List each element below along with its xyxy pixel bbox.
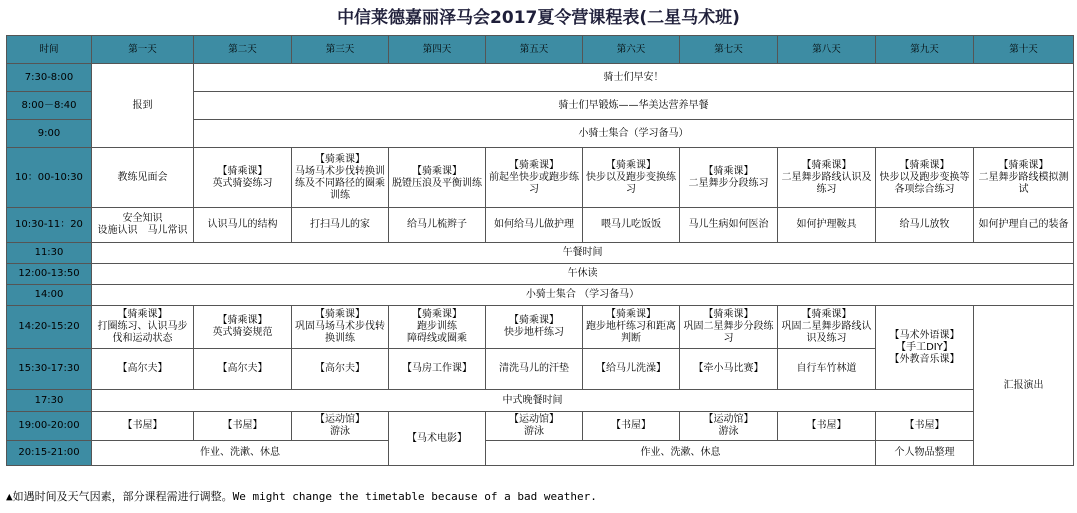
table-row — [7, 243, 1074, 264]
cell-1030-day9: 给马儿放牧 — [876, 208, 974, 243]
cell-1900-day6: 【书屋】 — [583, 412, 680, 441]
morning-exercise-cell: 骑士们早锻炼——华美达营养早餐 — [194, 92, 1074, 120]
nap-cell: 午休读 — [92, 264, 1074, 285]
course-tag: 【骑乘课】 — [117, 309, 168, 320]
schedule-table — [6, 35, 1074, 466]
course-tag: 【骑乘课】 — [801, 159, 852, 171]
course-text: 快步地杆练习 — [504, 327, 564, 338]
col-header-day6: 第六天 — [583, 36, 680, 64]
cell-2015-day9: 个人物品整理 — [876, 441, 974, 466]
time-cell: 12:00-13:50 — [7, 264, 92, 285]
table-row — [7, 306, 1074, 349]
cell-1420-day2 — [194, 306, 292, 349]
cell-1900-day2: 【书屋】 — [194, 412, 292, 441]
cell-1420-day1 — [92, 306, 194, 349]
course-tag: 【骑乘课】 — [899, 159, 950, 171]
col-header-day10: 第十天 — [974, 36, 1074, 64]
table-row — [7, 412, 1074, 441]
cell-10-day8 — [778, 148, 876, 208]
time-cell: 9:00 — [7, 120, 92, 148]
cell-1030-day3: 打扫马儿的家 — [292, 208, 389, 243]
cell-1030-day6: 喂马儿吃饭饭 — [583, 208, 680, 243]
cell-1900-day4: 【马术电影】 — [389, 412, 486, 466]
cell-1900-day3 — [292, 412, 389, 441]
course-tag: 【运动馆】 — [509, 414, 559, 425]
showcase-cell: 汇报演出 — [974, 306, 1074, 466]
course-text: 马场马术步伐转换训练及不同路径的圈乘训练 — [295, 165, 385, 201]
time-cell: 10：00-10:30 — [7, 148, 92, 208]
course-tag: 【运动馆】 — [703, 414, 754, 425]
table-row — [7, 285, 1074, 306]
time-cell: 11:30 — [7, 243, 92, 264]
time-cell: 20:15-21:00 — [7, 441, 92, 466]
course-text: 二星舞步分段练习 — [688, 177, 769, 189]
cell-1030-day5: 如何给马儿做护理 — [486, 208, 583, 243]
cell-1030-day8: 如何护理鞍具 — [778, 208, 876, 243]
course-text: 打圈练习、认识马步伐和运动状态 — [97, 321, 188, 344]
course-text: 英式骑姿练习 — [212, 177, 273, 189]
course-text: 巩固二星舞步分段练习 — [683, 321, 774, 344]
cell-1530-day8: 自行车竹林道 — [778, 349, 876, 390]
time-cell: 14:00 — [7, 285, 92, 306]
cell-1030-day4: 给马儿梳辫子 — [389, 208, 486, 243]
cell-1030-day10: 如何护理自己的装备 — [974, 208, 1074, 243]
cell-10-day9 — [876, 148, 974, 208]
col-header-day3: 第三天 — [292, 36, 389, 64]
table-row — [7, 64, 1074, 92]
course-text: 二星舞步路线认识及练习 — [781, 171, 872, 195]
course-tag: 【骑乘课】 — [703, 309, 754, 320]
cell-1530-day2: 【高尔夫】 — [194, 349, 292, 390]
course-text: 障碍线或圈乘 — [407, 333, 467, 344]
cell-1420-day4 — [389, 306, 486, 349]
course-text: 游泳 — [718, 426, 739, 437]
cell-1420-day8 — [778, 306, 876, 349]
course-tag: 【马术外语课】 — [889, 329, 960, 341]
course-text: 跑步地杆练习和距离判断 — [586, 321, 676, 344]
cell-10-day6 — [583, 148, 680, 208]
course-text: 巩固马场马术步伐转换训练 — [295, 321, 385, 344]
cell-1530-day7: 【牵小马比赛】 — [680, 349, 778, 390]
footnote: ▲如遇时间及天气因素，部分课程需进行调整。We might change the timetable because of a bad weather. — [6, 490, 597, 503]
time-cell: 7:30-8:00 — [7, 64, 92, 92]
course-tag: 【骑乘课】 — [315, 153, 365, 165]
course-tag: 【骑乘课】 — [801, 309, 852, 320]
col-header-day4: 第四天 — [389, 36, 486, 64]
course-tag: 【运动馆】 — [315, 414, 365, 425]
cell-1900-day5 — [486, 412, 583, 441]
cell-text: 安全知识 — [122, 213, 163, 224]
cell-1530-day1: 【高尔夫】 — [92, 349, 194, 390]
cell-10-day3 — [292, 148, 389, 208]
time-cell: 14:20-15:20 — [7, 306, 92, 349]
course-tag: 【骑乘课】 — [703, 165, 754, 177]
course-tag: 【骑乘课】 — [606, 159, 656, 171]
time-cell: 10:30-11：20 — [7, 208, 92, 243]
cell-1900-day1: 【书屋】 — [92, 412, 194, 441]
cell-text: 设施认识 马儿常识 — [97, 225, 188, 236]
cell-1030-day1 — [92, 208, 194, 243]
gather-pm-cell: 小骑士集合 （学习备马） — [92, 285, 1074, 306]
course-text: 巩固二星舞步路线认识及练习 — [781, 321, 872, 344]
table-row — [7, 208, 1074, 243]
col-header-day7: 第七天 — [680, 36, 778, 64]
course-tag: 【骑乘课】 — [509, 315, 559, 326]
course-text: 二星舞步路线模拟测试 — [978, 171, 1069, 195]
course-tag: 【骑乘课】 — [315, 309, 365, 320]
cell-1030-day2: 认识马儿的结构 — [194, 208, 292, 243]
course-tag: 【骑乘课】 — [217, 315, 268, 326]
checkin-cell: 报到 — [92, 64, 194, 148]
course-text: 跑步训练 — [417, 321, 457, 332]
course-tag: 【外教音乐课】 — [889, 353, 960, 365]
cell-1900-day9: 【书屋】 — [876, 412, 974, 441]
course-tag: 【骑乘课】 — [998, 159, 1049, 171]
cell-2015-day5-8: 作业、洗漱、休息 — [486, 441, 876, 466]
course-text: 前起坐快步或跑步练习 — [489, 171, 579, 195]
cell-2015-day1-3: 作业、洗漱、休息 — [92, 441, 389, 466]
time-cell: 8:00－8:40 — [7, 92, 92, 120]
table-row — [7, 441, 1074, 466]
course-text: 游泳 — [330, 426, 350, 437]
cell-10-day7 — [680, 148, 778, 208]
course-text: 脱镫压浪及平衡训练 — [392, 177, 482, 189]
cell-1420-day3 — [292, 306, 389, 349]
course-tag: 【骑乘课】 — [606, 309, 656, 320]
cell-10-day1: 教练见面会 — [92, 148, 194, 208]
time-cell: 15:30-17:30 — [7, 349, 92, 390]
cell-1900-day7 — [680, 412, 778, 441]
lunch-cell: 午餐时间 — [92, 243, 1074, 264]
cell-1900-day8: 【书屋】 — [778, 412, 876, 441]
cell-10-day5 — [486, 148, 583, 208]
table-row — [7, 390, 1074, 412]
time-cell: 17:30 — [7, 390, 92, 412]
page-title: 中信莱德嘉丽泽马会2017夏令营课程表(二星马术班) — [337, 8, 740, 28]
table-row — [7, 148, 1074, 208]
cell-10-day2 — [194, 148, 292, 208]
cell-10-day4 — [389, 148, 486, 208]
dinner-cell: 中式晚餐时间 — [92, 390, 974, 412]
cell-1420-day5 — [486, 306, 583, 349]
table-row — [7, 264, 1074, 285]
cell-10-day10 — [974, 148, 1074, 208]
course-tag: 【骑乘课】 — [217, 165, 268, 177]
cell-1530-day3: 【高尔夫】 — [292, 349, 389, 390]
cell-1530-day5: 清洗马儿的汗垫 — [486, 349, 583, 390]
col-header-day2: 第二天 — [194, 36, 292, 64]
course-tag: 【手工DIY】 — [896, 341, 953, 353]
cell-pm-day9 — [876, 306, 974, 390]
cell-1030-day7: 马儿生病如何医治 — [680, 208, 778, 243]
course-text: 游泳 — [524, 426, 544, 437]
cell-1530-day6: 【给马儿洗澡】 — [583, 349, 680, 390]
course-text: 快步以及跑步变换练习 — [586, 171, 676, 195]
col-header-time: 时间 — [7, 36, 92, 64]
course-tag: 【骑乘课】 — [412, 309, 462, 320]
course-text: 英式骑姿规范 — [212, 327, 273, 338]
greeting-cell: 骑士们早安！ — [194, 64, 1074, 92]
cell-1530-day4: 【马房工作课】 — [389, 349, 486, 390]
col-header-day5: 第五天 — [486, 36, 583, 64]
col-header-day8: 第八天 — [778, 36, 876, 64]
cell-1420-day7 — [680, 306, 778, 349]
col-header-day1: 第一天 — [92, 36, 194, 64]
course-tag: 【骑乘课】 — [412, 165, 462, 177]
header-row — [7, 36, 1074, 64]
time-cell: 19:00-20:00 — [7, 412, 92, 441]
course-tag: 【骑乘课】 — [509, 159, 559, 171]
course-text: 快步以及跑步变换等各项综合练习 — [879, 171, 970, 195]
gather-am-cell: 小骑士集合（学习备马） — [194, 120, 1074, 148]
cell-1420-day6 — [583, 306, 680, 349]
col-header-day9: 第九天 — [876, 36, 974, 64]
